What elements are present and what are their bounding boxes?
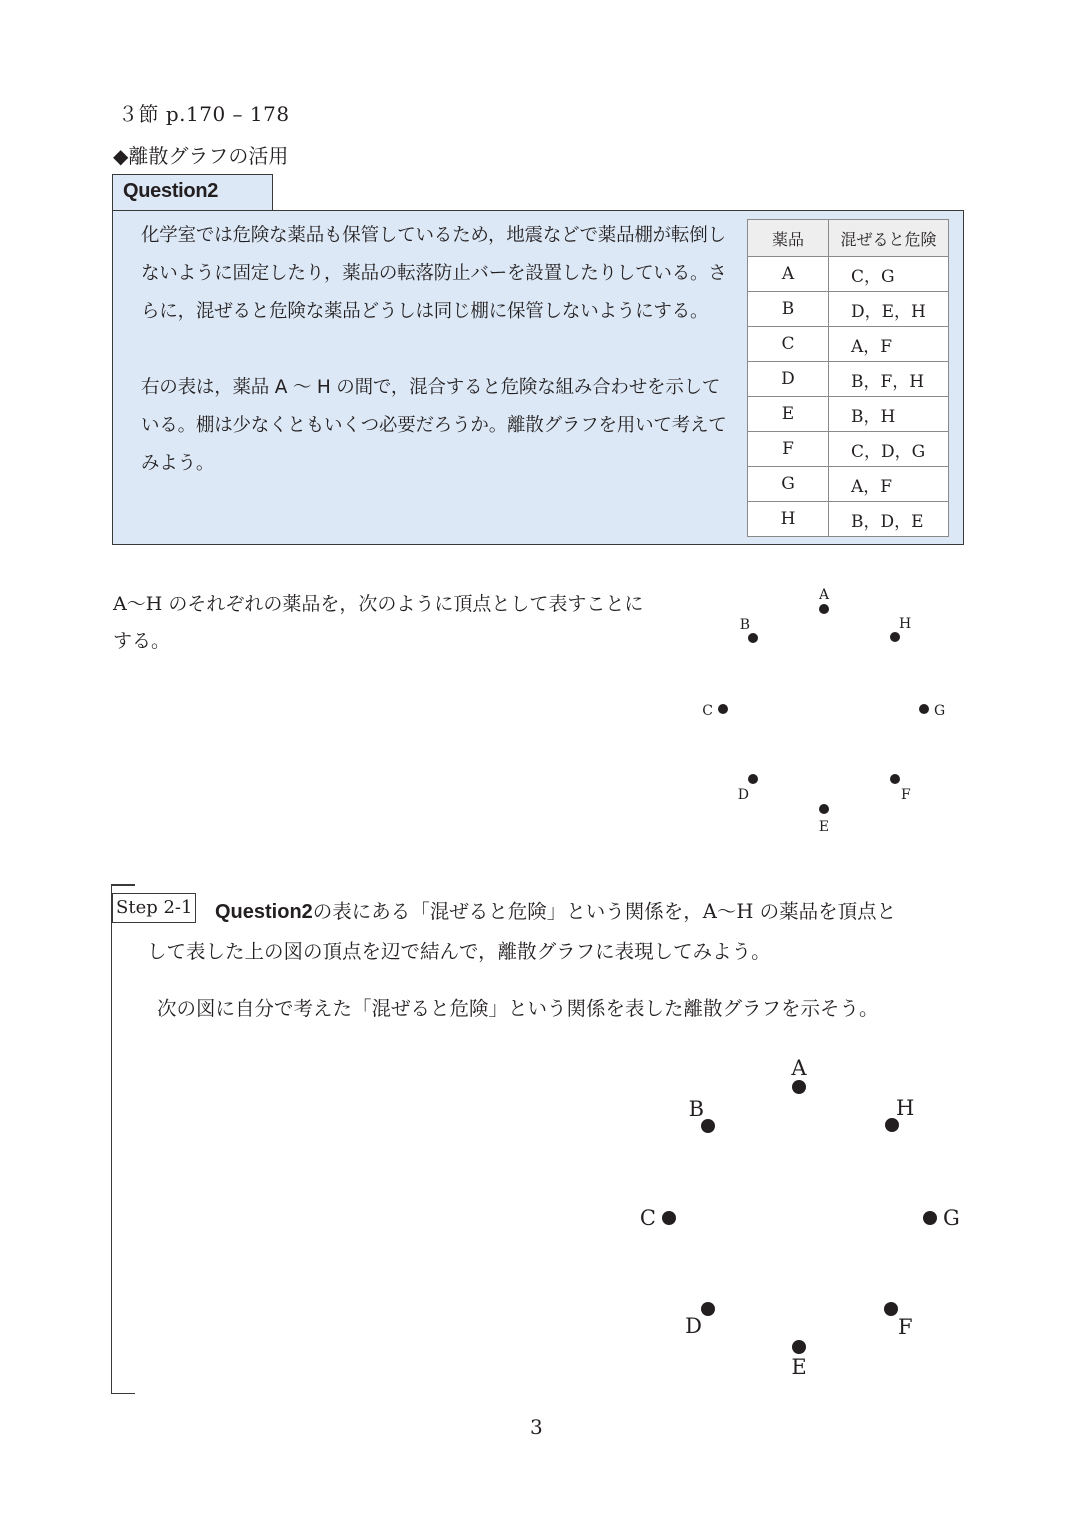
vertex-h[interactable] <box>885 1118 899 1132</box>
vertex-c[interactable] <box>662 1211 676 1225</box>
table-row <box>748 432 949 467</box>
table-cell-chemical: B <box>748 292 829 327</box>
vertex-diagram-small <box>690 580 960 840</box>
vertex-f <box>890 774 900 784</box>
vertex-g <box>919 704 929 714</box>
vertex-label-a: A <box>791 1056 807 1080</box>
step-bracket <box>111 884 136 1394</box>
table-cell-chemical: H <box>748 502 829 537</box>
vertex-a <box>819 604 829 614</box>
topic-heading: ◆離散グラフの活用 <box>113 144 289 168</box>
vertex-diagram-large[interactable] <box>620 1050 980 1390</box>
vertex-d[interactable] <box>701 1302 715 1316</box>
table-cell-chemical: A <box>748 257 829 292</box>
table-cell-chemical: C <box>748 327 829 362</box>
table-cell-chemical: F <box>748 432 829 467</box>
vertex-d <box>748 774 758 784</box>
vertex-label-e: E <box>818 819 830 835</box>
table-cell-dangerous: D，E，H <box>829 292 949 327</box>
instruction-text: 次の図に自分で考えた「混ぜると危険」という関係を表した離散グラフを示そう。 <box>157 997 879 1020</box>
vertex-b[interactable] <box>701 1119 715 1133</box>
question-reference: Question2 <box>215 901 313 923</box>
intro-text: A～H のそれぞれの薬品を，次のように頂点として表すことにする。 <box>113 593 644 652</box>
table-row <box>748 292 949 327</box>
vertex-label-e: E <box>791 1355 807 1379</box>
vertex-label-h: H <box>896 1096 915 1120</box>
vertex-label-f: F <box>898 1315 913 1339</box>
vertex-label-g: G <box>934 703 946 719</box>
step-text-line-2: して表した上の図の頂点を辺で結んで，離散グラフに表現してみよう。 <box>147 940 771 963</box>
hazard-table <box>747 219 949 537</box>
table-row <box>748 467 949 502</box>
table-row <box>748 502 949 537</box>
vertex-label-b: B <box>688 1097 704 1121</box>
table-header-row <box>748 220 949 257</box>
question-title-tab <box>112 174 273 210</box>
vertex-b <box>748 633 758 643</box>
vertex-e[interactable] <box>792 1340 806 1354</box>
table-cell-dangerous: C，G <box>829 257 949 292</box>
vertex-label-h: H <box>899 616 912 632</box>
table-cell-dangerous: C，D，G <box>829 432 949 467</box>
table-row <box>748 397 949 432</box>
table-row <box>748 362 949 397</box>
step-label: Step 2-1 <box>112 893 196 923</box>
table-cell-dangerous: B，F，H <box>829 362 949 397</box>
table-row <box>748 257 949 292</box>
step-text-line-1 <box>215 892 975 932</box>
table-cell-chemical: D <box>748 362 829 397</box>
question-box <box>112 210 964 545</box>
page-number: 3 <box>530 1415 543 1439</box>
vertex-c <box>718 704 728 714</box>
vertex-label-d: D <box>737 787 749 803</box>
table-cell-dangerous: B，H <box>829 397 949 432</box>
question-paragraph-1: 化学室では危険な薬品も保管しているため，地震などで薬品棚が転倒しないように固定したり，薬品の転落防止バーを設置したりしている。さらに，混ぜると危険な薬品どうしは同じ棚に保管しないようにする。 <box>141 225 727 322</box>
table-header-dangerous: 混ぜると危険 <box>829 220 949 257</box>
table-cell-dangerous: B，D，E <box>829 502 949 537</box>
vertex-h <box>890 632 900 642</box>
section-reference: ３節 p.170 – 178 <box>118 102 290 126</box>
table-header-chemical: 薬品 <box>748 220 829 257</box>
table-cell-chemical: E <box>748 397 829 432</box>
vertex-label-g: G <box>943 1206 960 1230</box>
vertex-a[interactable] <box>792 1080 806 1094</box>
step-text-body: の表にある「混ぜると危険」という関係を，A～H の薬品を頂点と <box>312 900 897 923</box>
vertex-label-b: B <box>739 617 750 633</box>
vertex-e <box>819 804 829 814</box>
table-row <box>748 327 949 362</box>
vertex-label-c: C <box>639 1206 656 1230</box>
question-paragraph-2: 右の表は，薬品 A ～ H の間で，混合すると危険な組み合わせを示している。棚は少なくともいくつ必要だろうか。離散グラフを用いて考えてみよう。 <box>141 377 727 474</box>
question-title: Question2 <box>123 180 219 202</box>
table-cell-dangerous: A，F <box>829 467 949 502</box>
vertex-label-d: D <box>685 1314 702 1338</box>
vertex-label-c: C <box>702 703 713 719</box>
vertex-f[interactable] <box>884 1302 898 1316</box>
vertex-g[interactable] <box>923 1211 937 1225</box>
table-cell-chemical: G <box>748 467 829 502</box>
table-cell-dangerous: A，F <box>829 327 949 362</box>
vertex-label-a: A <box>818 587 830 603</box>
vertex-label-f: F <box>901 787 911 803</box>
